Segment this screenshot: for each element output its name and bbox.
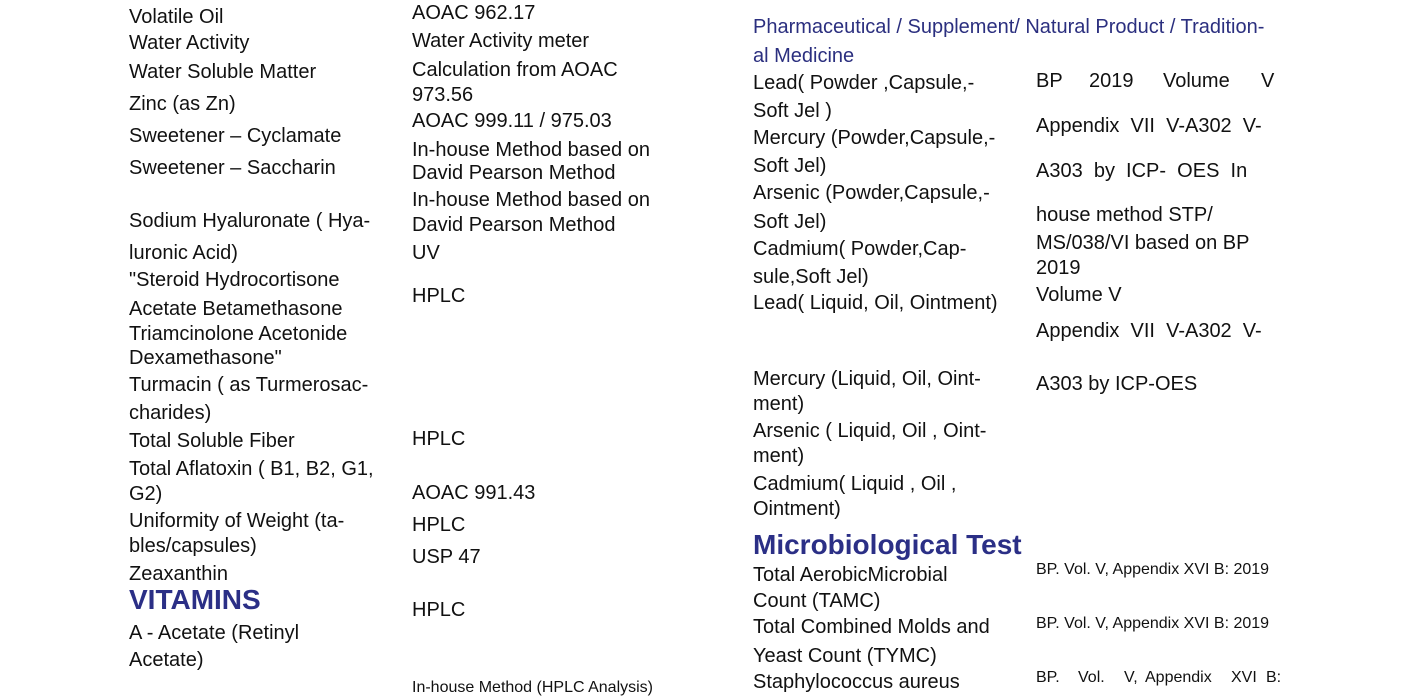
- method-text: In-house Method (HPLC Analysis): [412, 679, 653, 696]
- method-text: HPLC: [412, 285, 466, 307]
- test-name: Total Soluble Fiber: [129, 430, 295, 452]
- method-word: Appendix: [1145, 669, 1212, 686]
- test-name: bles/capsules): [129, 535, 257, 557]
- method-text: AOAC 962.17: [412, 2, 536, 24]
- section-title: al Medicine: [753, 45, 855, 67]
- test-name: Arsenic ( Liquid, Oil , Oint-: [753, 420, 987, 442]
- test-name: Staphylococcus aureus: [753, 671, 960, 693]
- test-name: Mercury (Liquid, Oil, Oint-: [753, 368, 981, 390]
- method-text: David Pearson Method: [412, 214, 616, 236]
- method-text: HPLC: [412, 428, 466, 450]
- method-word: 2019: [1089, 70, 1134, 92]
- method-text: David Pearson Method: [412, 162, 616, 184]
- method-text: BP. Vol. V, Appendix XVI B: 2019: [1036, 615, 1270, 632]
- method-text: HPLC: [412, 514, 466, 536]
- method-text: Volume V: [1036, 284, 1122, 306]
- test-name: Ointment): [753, 498, 841, 520]
- test-name: A - Acetate (Retinyl: [129, 622, 300, 644]
- method-word: B:: [1266, 669, 1282, 686]
- method-text: Calculation from AOAC: [412, 59, 618, 81]
- test-name: Uniformity of Weight (ta-: [129, 510, 345, 532]
- test-name: G2): [129, 483, 163, 505]
- method-word: Volume: [1163, 70, 1230, 92]
- test-name: luronic Acid): [129, 242, 238, 264]
- test-name: Acetate Betamethasone: [129, 298, 343, 320]
- test-name: Dexamethasone": [129, 347, 282, 369]
- test-name: Total AerobicMicrobial: [753, 564, 948, 586]
- test-name: Acetate): [129, 649, 204, 671]
- method-text: Water Activity meter: [412, 30, 590, 52]
- test-name: Turmacin ( as Turmerosac-: [129, 374, 369, 396]
- method-text: AOAC 999.11 / 975.03: [412, 110, 612, 132]
- test-name: Sweetener – Cyclamate: [129, 125, 342, 147]
- method-word: V: [1261, 70, 1275, 92]
- method-text: A303 by ICP- OES In: [1036, 160, 1248, 182]
- test-name: Arsenic (Powder,Capsule,-: [753, 182, 990, 204]
- method-text: Appendix VII V-A302 V-: [1036, 115, 1262, 137]
- test-name: Zinc (as Zn): [129, 93, 236, 115]
- method-text: In-house Method based on: [412, 139, 650, 161]
- test-name: Cadmium( Powder,Cap-: [753, 238, 967, 260]
- test-name: Soft Jel ): [753, 100, 832, 122]
- section-title: Pharmaceutical / Supplement/ Natural Product / Tradition-: [753, 16, 1265, 38]
- test-name: Cadmium( Liquid , Oil ,: [753, 473, 957, 495]
- method-text: USP 47: [412, 546, 481, 568]
- test-name: Zeaxanthin: [129, 563, 228, 585]
- method-text: AOAC 991.43: [412, 482, 536, 504]
- test-name: Total Aflatoxin ( B1, B2, G1,: [129, 458, 374, 480]
- test-name: Soft Jel): [753, 155, 827, 177]
- method-text: UV: [412, 242, 440, 264]
- method-text: A303 by ICP-OES: [1036, 373, 1198, 395]
- method-word: BP.: [1036, 669, 1060, 686]
- test-name: Soft Jel): [753, 211, 827, 233]
- method-word: Vol.: [1078, 669, 1105, 686]
- test-name: Sodium Hyaluronate ( Hya-: [129, 210, 371, 232]
- method-text: 973.56: [412, 84, 474, 106]
- method-text: In-house Method based on: [412, 189, 650, 211]
- test-name: Water Activity: [129, 32, 250, 54]
- test-name: Volatile Oil: [129, 6, 224, 28]
- method-text: MS/038/VI based on BP: [1036, 232, 1250, 254]
- method-word: V,: [1124, 669, 1138, 686]
- vitamins-heading: VITAMINS: [129, 584, 261, 615]
- method-text: 2019: [1036, 257, 1081, 279]
- test-name: Count (TAMC): [753, 590, 881, 612]
- test-name: Total Combined Molds and: [753, 616, 990, 638]
- method-text: BP. Vol. V, Appendix XVI B: 2019: [1036, 561, 1270, 578]
- test-name: Water Soluble Matter: [129, 61, 317, 83]
- test-name: Yeast Count (TYMC): [753, 645, 937, 667]
- test-name: Triamcinolone Acetonide: [129, 323, 348, 345]
- test-name: Lead( Powder ,Capsule,-: [753, 72, 975, 94]
- test-name: Sweetener – Saccharin: [129, 157, 336, 179]
- test-name: "Steroid Hydrocortisone: [129, 269, 340, 291]
- method-text: Appendix VII V-A302 V-: [1036, 320, 1262, 342]
- microbiological-heading: Microbiological Test: [753, 529, 1022, 560]
- test-name: charides): [129, 402, 212, 424]
- method-word: BP: [1036, 70, 1063, 92]
- method-text: HPLC: [412, 599, 466, 621]
- test-name: ment): [753, 393, 805, 415]
- test-name: sule,Soft Jel): [753, 266, 869, 288]
- method-word: XVI: [1231, 669, 1257, 686]
- test-name: Mercury (Powder,Capsule,-: [753, 127, 996, 149]
- method-text: house method STP/: [1036, 204, 1213, 226]
- test-name: Lead( Liquid, Oil, Ointment): [753, 292, 998, 314]
- test-name: ment): [753, 445, 805, 467]
